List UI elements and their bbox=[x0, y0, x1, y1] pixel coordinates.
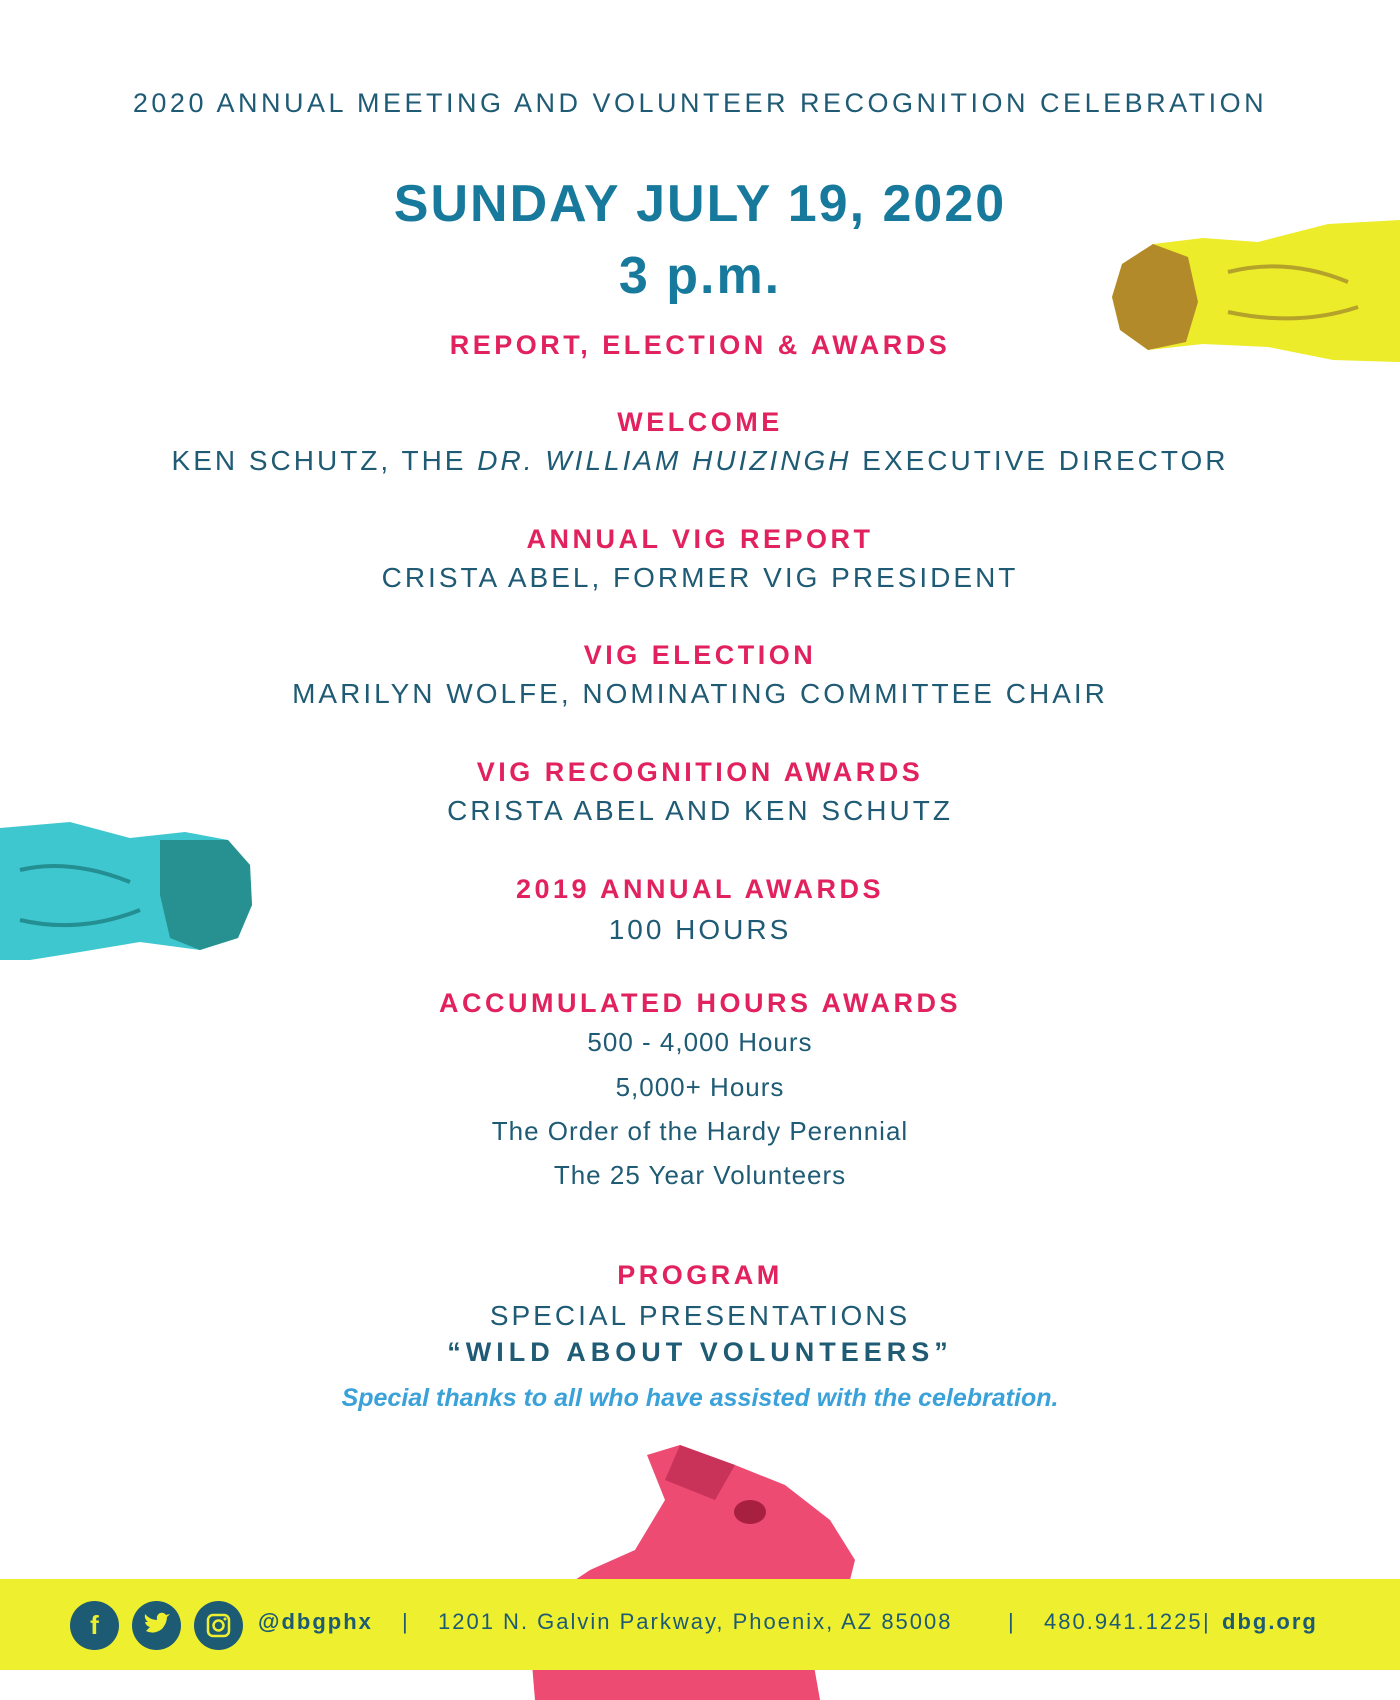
thanks-note: Special thanks to all who have assisted with the celebration. bbox=[341, 1384, 1059, 1412]
event-subtitle: REPORT, ELECTION & AWARDS bbox=[449, 330, 951, 360]
welcome-heading: WELCOME bbox=[617, 407, 783, 437]
event-time: 3 p.m. bbox=[618, 247, 782, 305]
recognition-heading: VIG RECOGNITION AWARDS bbox=[476, 757, 924, 787]
recognition-speaker: CRISTA ABEL AND KEN SCHUTZ bbox=[447, 795, 953, 826]
accumulated-item: 5,000+ Hours bbox=[615, 1072, 785, 1102]
welcome-speaker-prefix: KEN SCHUTZ, THE bbox=[171, 445, 478, 476]
report-speaker: CRISTA ABEL, FORMER VIG PRESIDENT bbox=[381, 562, 1019, 593]
instagram-icon[interactable] bbox=[194, 1601, 243, 1650]
event-kicker: 2020 ANNUAL MEETING AND VOLUNTEER RECOGNITION CELEBRATION bbox=[132, 88, 1268, 118]
accumulated-item: The 25 Year Volunteers bbox=[553, 1160, 847, 1190]
program-heading: PROGRAM bbox=[617, 1260, 783, 1290]
election-heading: VIG ELECTION bbox=[583, 640, 817, 670]
welcome-speaker bbox=[0, 447, 1400, 475]
report-heading: ANNUAL VIG REPORT bbox=[526, 524, 874, 554]
footer-separator: | bbox=[1203, 1609, 1211, 1634]
facebook-icon[interactable]: f bbox=[70, 1601, 119, 1650]
footer-separator: | bbox=[1008, 1609, 1016, 1634]
website-link[interactable]: dbg.org bbox=[1222, 1609, 1318, 1634]
accumulated-item: 500 - 4,000 Hours bbox=[587, 1027, 813, 1057]
program-line1: SPECIAL PRESENTATIONS bbox=[489, 1300, 911, 1331]
footer-phone: 480.941.1225 bbox=[1044, 1609, 1203, 1634]
event-date: SUNDAY JULY 19, 2020 bbox=[393, 175, 1007, 233]
program-title: “WILD ABOUT VOLUNTEERS” bbox=[447, 1337, 953, 1367]
accumulated-heading: ACCUMULATED HOURS AWARDS bbox=[439, 988, 961, 1018]
twitter-icon[interactable] bbox=[132, 1601, 181, 1650]
footer-bar bbox=[0, 1579, 1400, 1670]
welcome-speaker-italic: DR. WILLIAM HUIZINGH bbox=[477, 445, 852, 476]
annual-heading: 2019 ANNUAL AWARDS bbox=[515, 874, 885, 904]
welcome-speaker-suffix: EXECUTIVE DIRECTOR bbox=[851, 445, 1229, 476]
social-handle[interactable]: @dbgphx bbox=[258, 1609, 373, 1634]
footer-address: 1201 N. Galvin Parkway, Phoenix, AZ 85008 bbox=[438, 1609, 953, 1634]
election-speaker: MARILYN WOLFE, NOMINATING COMMITTEE CHAIR bbox=[292, 678, 1108, 709]
annual-detail: 100 HOURS bbox=[608, 914, 792, 945]
accumulated-item: The Order of the Hardy Perennial bbox=[491, 1116, 909, 1146]
footer-separator: | bbox=[402, 1609, 410, 1634]
